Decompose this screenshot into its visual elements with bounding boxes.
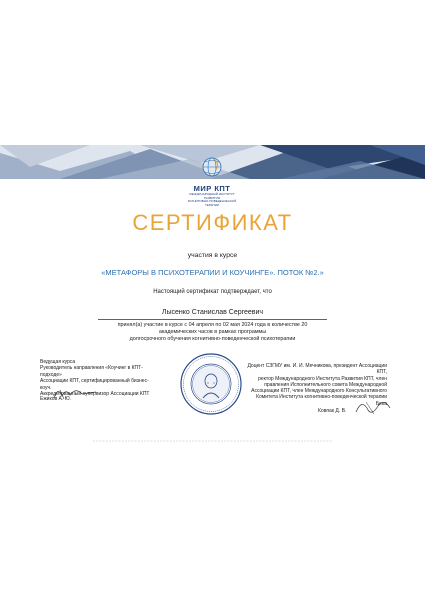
certificate-body bbox=[100, 322, 325, 342]
certificate-title: СЕРТИФИКАТ bbox=[132, 210, 293, 235]
confirmation-text: Настоящий сертификат подтверждает, что bbox=[153, 289, 272, 295]
right-line-2: ректор Международного Института Развития КПТ, член bbox=[258, 375, 387, 382]
logo-subtitle-1: МЕЖДУНАРОДНЫЙ ИНСТИТУТ РАЗВИТИЯ bbox=[189, 192, 235, 200]
recipient-name: Лысенко Станислав Сергеевич bbox=[161, 309, 264, 316]
footer-fine-print bbox=[93, 439, 333, 443]
logo-subtitle-3: ТЕРАПИИ bbox=[204, 202, 220, 207]
body-line-2: долгосрочного обучения когнитивно-поведенческой психотерапии bbox=[129, 335, 296, 342]
left-line-1: Ведущая курса bbox=[40, 359, 76, 365]
logo-name: МИР КПТ bbox=[193, 184, 231, 193]
right-line-1: Доцент СЗГМУ им. И. И. Мечникова, президент Ассоциации КПТ, bbox=[247, 363, 387, 376]
association-seal bbox=[179, 352, 243, 416]
course-title: «МЕТАФОРЫ В ПСИХОТЕРАПИИ И КОУЧИНГЕ». ПОТОК №2.» bbox=[101, 268, 324, 277]
right-line-3: правления Исполнительного совета Международной bbox=[264, 381, 387, 388]
right-signatory-name: Ковпак Д. В. bbox=[318, 408, 347, 414]
right-line-4: Ассоциации КПТ, член Международного Консультативного bbox=[251, 388, 387, 395]
left-line-3: Ассоциации КПТ, сертифицированный бизнес-коуч. bbox=[40, 378, 149, 391]
left-signatory-name: Ежиков А. Ю. bbox=[40, 396, 72, 402]
logo-subtitle-2: КОГНИТИВНО-ПОВЕДЕНЧЕСКОЙ bbox=[187, 199, 237, 204]
certificate-subtitle: участия в курсе bbox=[187, 252, 238, 259]
mir-kpt-logo bbox=[182, 156, 242, 207]
footer-note bbox=[0, 439, 425, 444]
body-line-1: принял(а) участие в курсе с 04 апреля по 02 мая 2024 года в количестве 20 академических часов в рамках программы bbox=[117, 322, 308, 335]
recipient-underline bbox=[98, 319, 327, 320]
right-line-5: Комитета Института когнитивно-поведенческой терапии Бека bbox=[256, 394, 387, 407]
left-line-4: Аккредитованный супервизор Ассоциации КПТ bbox=[40, 391, 150, 398]
left-line-2: Руководитель направления «Коучинг в КПТ-подходе» bbox=[40, 365, 143, 378]
globe-icon bbox=[201, 156, 223, 178]
right-signature bbox=[352, 396, 394, 418]
